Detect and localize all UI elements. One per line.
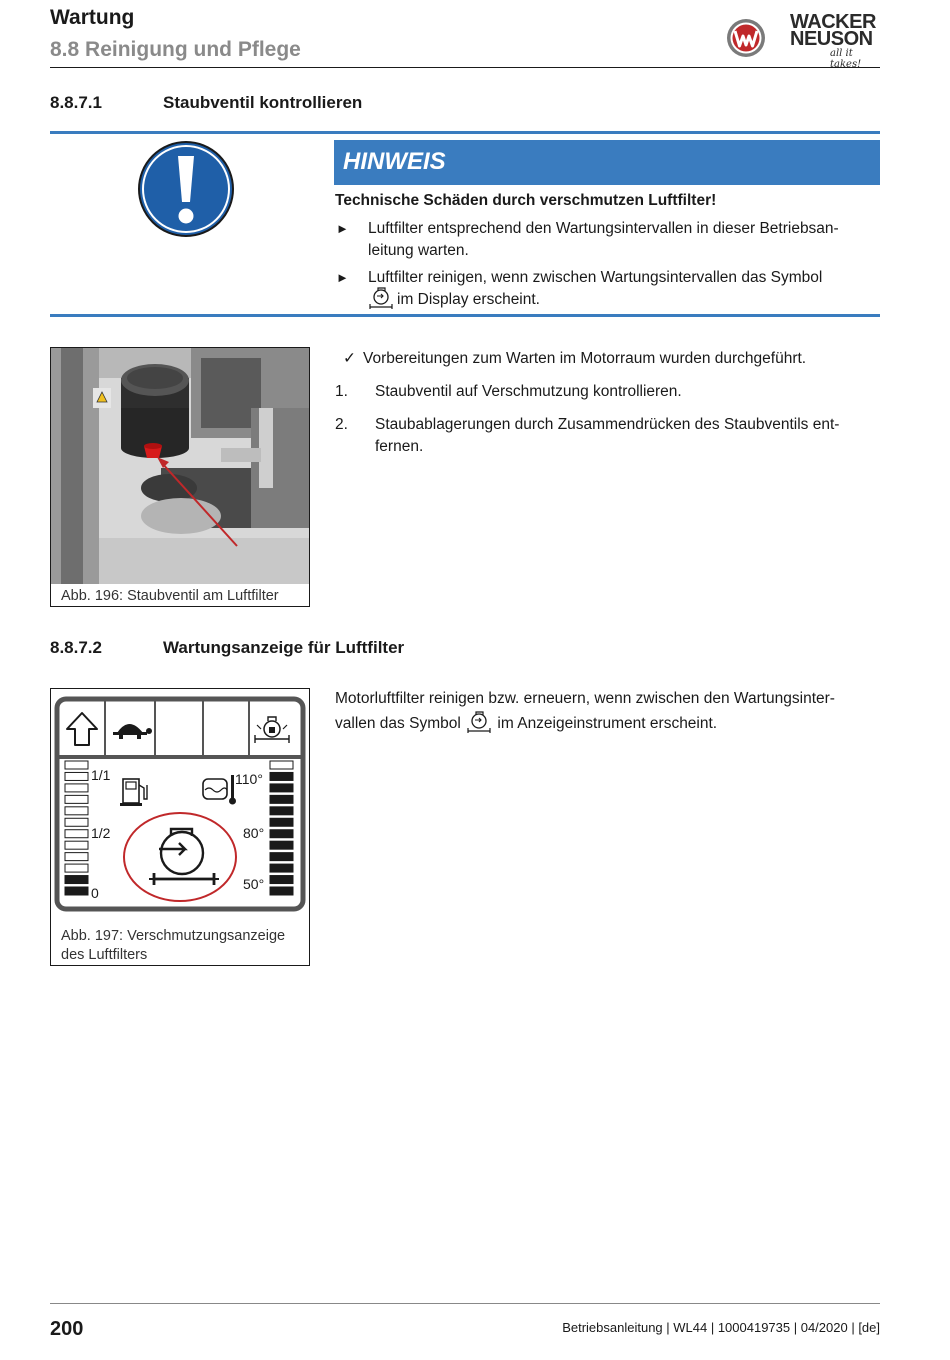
temp-label-low: 50° <box>243 876 265 892</box>
temperature-level-segment <box>270 876 293 884</box>
section-2-line-2 <box>335 710 880 735</box>
brand-line-2: NEUSON <box>790 28 873 50</box>
engine-compartment-photo <box>51 348 309 584</box>
temperature-level-segment <box>270 853 293 861</box>
step-2-line-1: Staubablagerungen durch Zusammendrücken des Staubventils ent- <box>375 416 840 433</box>
temperature-level-segment <box>270 818 293 826</box>
temperature-level-segment <box>270 887 293 895</box>
header-divider <box>50 67 880 68</box>
section-1-title: Staubventil kontrollieren <box>163 93 363 112</box>
brand-tagline: all it takes! <box>830 48 862 70</box>
notice-item-1-line-2: leitung warten. <box>368 241 469 259</box>
fuel-level-segment <box>65 876 88 884</box>
notice-bullet-2 <box>336 267 349 289</box>
chapter-title: Wartung <box>50 6 135 29</box>
step-2-line-2: fernen. <box>375 437 424 455</box>
temp-label-mid: 80° <box>243 825 265 841</box>
step-2-text <box>375 414 880 457</box>
section-2-line-2-post: im Anzeigeinstrument erscheint. <box>497 714 718 732</box>
section-2-paragraph <box>335 688 880 734</box>
notice-item-1-line-1: Luftfilter entsprechend den Wartungsintervallen in dieser Betriebsan- <box>368 220 839 237</box>
notice-top-rule <box>50 131 880 134</box>
fuel-level-segment <box>65 761 88 769</box>
notice-item-1 <box>368 218 880 261</box>
notice-subtitle: Technische Schäden durch verschmutzen Luftfilter! <box>335 192 717 209</box>
footer-divider <box>50 1303 880 1304</box>
temperature-level-segment <box>270 864 293 872</box>
section-2-line-1: Motorluftfilter reinigen bzw. erneuern, wenn zwischen den Wartungsinter- <box>335 690 835 707</box>
notice-item-2 <box>368 267 880 310</box>
air-filter-symbol-icon <box>368 286 394 310</box>
temperature-level-segment <box>270 772 293 780</box>
notice-bullet-1 <box>336 218 349 240</box>
figure-197 <box>50 688 310 966</box>
figure-196-caption: Abb. 196: Staubventil am Luftfilter <box>61 588 279 604</box>
fuel-level-segment <box>65 830 88 838</box>
fuel-level-segment <box>65 818 88 826</box>
display-panel-diagram <box>51 689 309 919</box>
step-1-number: 1. <box>335 383 348 400</box>
brand-line-1: WACKER <box>790 11 876 33</box>
section-title: 8.8 Reinigung und Pflege <box>50 38 301 61</box>
notice-bottom-rule <box>50 314 880 317</box>
section-2-line-2-pre: vallen das Symbol <box>335 714 461 732</box>
temperature-level-segment <box>270 807 293 815</box>
notice-item-2-line-2: im Display erscheint. <box>397 290 540 308</box>
fuel-level-segment <box>65 887 88 895</box>
document-info: Betriebsanleitung | WL44 | 1000419735 | 04/2020 | [de] <box>562 1320 880 1335</box>
page-number: 200 <box>50 1318 84 1340</box>
precondition-text: Vorbereitungen zum Warten im Motorraum wurden durchgeführt. <box>363 350 807 367</box>
figure-197-caption <box>61 927 285 965</box>
fuel-label-half: 1/2 <box>91 825 111 841</box>
fuel-level-segment <box>65 853 88 861</box>
fuel-level-segment <box>65 772 88 780</box>
brand-name <box>790 11 876 50</box>
step-1-text: Staubventil auf Verschmutzung kontrollieren. <box>375 383 682 400</box>
exclamation-mandatory-icon <box>137 140 235 243</box>
fuel-level-segment <box>65 784 88 792</box>
fuel-level-segment <box>65 841 88 849</box>
temperature-level-segment <box>270 795 293 803</box>
section-2-number: 8.8.7.2 <box>50 638 102 657</box>
notice-item-2-line-2-wrap <box>368 289 880 311</box>
fuel-level-segment <box>65 807 88 815</box>
fuel-level-segment <box>65 864 88 872</box>
figure-197-caption-line-2: des Luftfilters <box>61 947 148 963</box>
temperature-level-segment <box>270 784 293 792</box>
figure-197-caption-line-1: Abb. 197: Verschmutzungsanzeige <box>61 928 286 944</box>
bullet-arrow-icon: ► <box>336 270 349 285</box>
temperature-level-segment <box>270 830 293 838</box>
section-1-number: 8.8.7.1 <box>50 93 102 112</box>
temperature-level-segment <box>270 761 293 769</box>
step-2-number: 2. <box>335 416 348 433</box>
brand-logo <box>726 11 882 70</box>
fuel-label-empty: 0 <box>91 885 99 901</box>
section-2-title: Wartungsanzeige für Luftfilter <box>163 638 405 657</box>
notice-label: HINWEIS <box>343 148 446 175</box>
temperature-level-segment <box>270 841 293 849</box>
fuel-level-segment <box>65 795 88 803</box>
fuel-label-full: 1/1 <box>91 767 111 783</box>
air-filter-symbol-icon <box>465 710 493 734</box>
notice-item-2-line-1: Luftfilter reinigen, wenn zwischen Wartungsintervallen das Symbol <box>368 269 823 286</box>
precondition-check-icon: ✓ <box>343 350 356 367</box>
figure-196 <box>50 347 310 607</box>
wacker-w-emblem-icon <box>726 18 766 58</box>
bullet-arrow-icon: ► <box>336 221 349 236</box>
temp-label-high: 110° <box>235 771 263 787</box>
notice-label-band <box>334 140 880 185</box>
